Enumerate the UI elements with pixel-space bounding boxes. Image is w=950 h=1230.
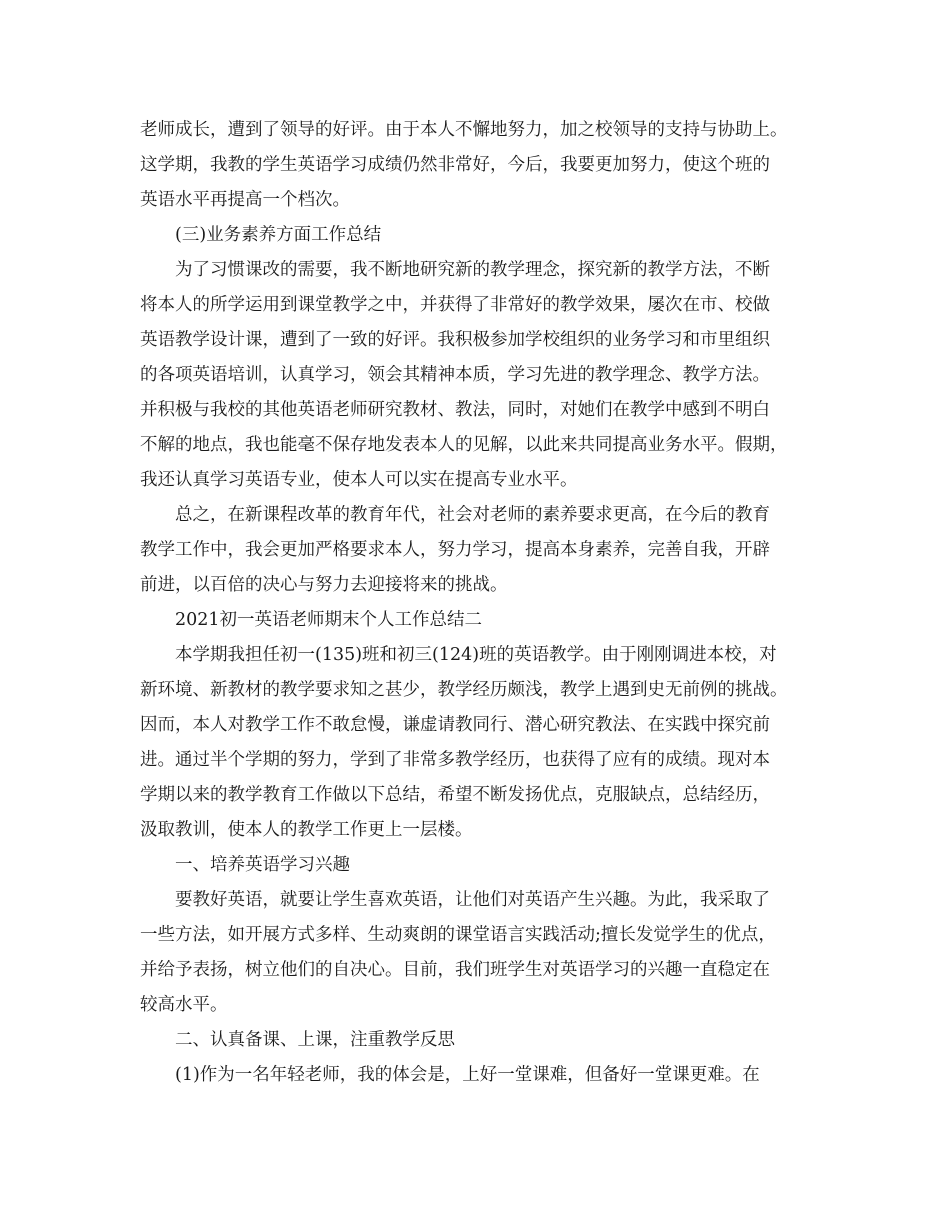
text-line: 要教好英语，就要让学生喜欢英语，让他们对英语产生兴趣。为此，我采取了 bbox=[175, 890, 770, 910]
text-line: 因而，本人对教学工作不敢怠慢，谦虚请教同行、潜心研究教法、在实践中探究前 bbox=[140, 715, 770, 735]
text-line: 2021初一英语老师期末个人工作总结二 bbox=[175, 610, 483, 630]
text-line: 汲取教训，使本人的教学工作更上一层楼。 bbox=[140, 820, 473, 840]
text-line: (1)作为一名年轻老师，我的体会是，上好一堂课难，但备好一堂课更难。在 bbox=[175, 1065, 760, 1085]
text-line: 的各项英语培训，认真学习，领会其精神本质，学习先进的教学理念、教学方法。 bbox=[140, 365, 770, 385]
text-line: 为了习惯课改的需要，我不断地研究新的教学理念，探究新的教学方法，不断 bbox=[175, 260, 770, 280]
document-body bbox=[140, 113, 830, 1093]
text-line: 不解的地点，我也能毫不保存地发表本人的见解，以此来共同提高业务水平。假期， bbox=[140, 435, 788, 455]
text-line: 较高水平。 bbox=[140, 995, 228, 1015]
text-line: 新环境、新教材的教学要求知之甚少，教学经历颇浅，教学上遇到史无前例的挑战。 bbox=[140, 680, 788, 700]
text-line: 本学期我担任初一(135)班和初三(124)班的英语教学。由于刚刚调进本校，对 bbox=[175, 645, 777, 665]
text-line: 将本人的所学运用到课堂教学之中，并获得了非常好的教学效果，屡次在市、校做 bbox=[140, 295, 770, 315]
text-line: 英语水平再提高一个档次。 bbox=[140, 190, 350, 210]
text-line: 我还认真学习英语专业，使本人可以实在提高专业水平。 bbox=[140, 470, 578, 490]
text-line: 学期以来的教学教育工作做以下总结，希望不断发扬优点，克服缺点，总结经历， bbox=[140, 785, 770, 805]
text-line: 一、培养英语学习兴趣 bbox=[175, 855, 350, 875]
text-line: 并给予表扬，树立他们的自决心。目前，我们班学生对英语学习的兴趣一直稳定在 bbox=[140, 960, 770, 980]
text-line: 前进，以百倍的决心与努力去迎接将来的挑战。 bbox=[140, 575, 508, 595]
text-line: 教学工作中，我会更加严格要求本人，努力学习，提高本身素养，完善自我，开辟 bbox=[140, 540, 770, 560]
text-line: 英语教学设计课，遭到了一致的好评。我积极参加学校组织的业务学习和市里组织 bbox=[140, 330, 770, 350]
text-line: (三)业务素养方面工作总结 bbox=[175, 225, 382, 245]
text-line: 二、认真备课、上课，注重教学反思 bbox=[175, 1030, 455, 1050]
text-line: 一些方法，如开展方式多样、生动爽朗的课堂语言实践活动;擅长发觉学生的优点， bbox=[140, 925, 776, 945]
text-line: 老师成长，遭到了领导的好评。由于本人不懈地努力，加之校领导的支持与协助上。 bbox=[140, 120, 788, 140]
text-line: 这学期，我教的学生英语学习成绩仍然非常好，今后，我要更加努力，使这个班的 bbox=[140, 155, 770, 175]
text-line: 并积极与我校的其他英语老师研究教材、教法，同时，对她们在教学中感到不明白 bbox=[140, 400, 770, 420]
text-line: 总之，在新课程改革的教育年代，社会对老师的素养要求更高，在今后的教育 bbox=[175, 505, 770, 525]
text-line: 进。通过半个学期的努力，学到了非常多教学经历，也获得了应有的成绩。现对本 bbox=[140, 750, 770, 770]
